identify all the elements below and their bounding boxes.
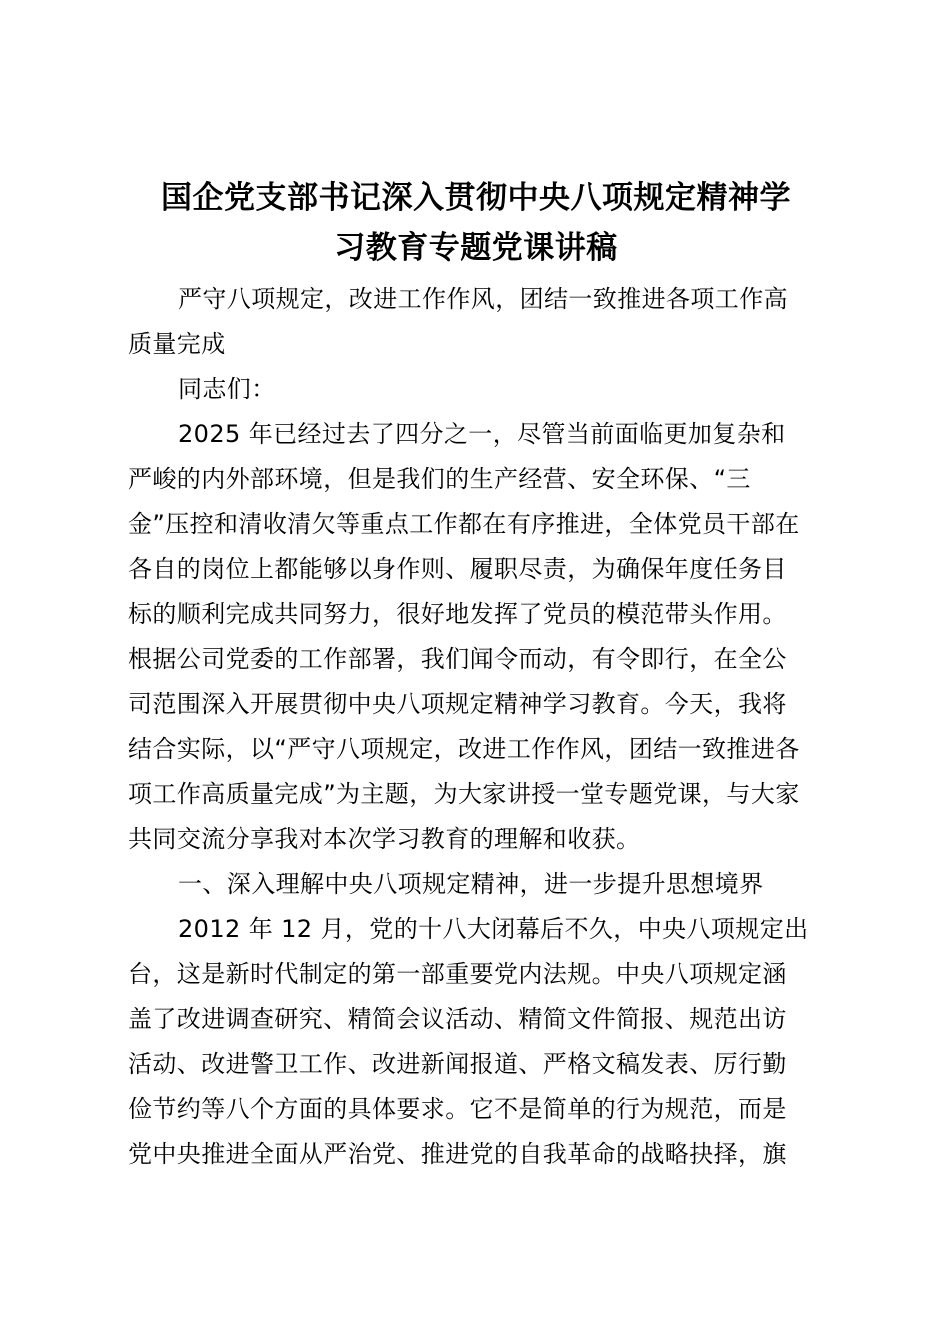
greeting — [128, 367, 832, 412]
paragraph-line: 俭节约等八个方面的具体要求。它不是简单的行为规范，而是 — [128, 1095, 787, 1123]
paragraph-2 — [128, 907, 832, 1177]
paragraph-line: 党中央推进全面从严治党、推进党的自我革命的战略抉择，旗 — [128, 1140, 787, 1168]
section-heading-1 — [128, 862, 832, 907]
paragraph-line: 金”压控和清收清欠等重点工作都在有序推进，全体党员干部在 — [128, 510, 800, 538]
paragraph-line: 活动、改进警卫工作、改进新闻报道、严格文稿发表、厉行勤 — [128, 1050, 787, 1078]
subtitle-line: 质量完成 — [128, 330, 226, 358]
paragraph-line: 司范围深入开展贯彻中央八项规定精神学习教育。今天，我将 — [128, 690, 787, 718]
paragraph-line: 盖了改进调查研究、精简会议活动、精简文件简报、规范出访 — [128, 1005, 787, 1033]
subtitle-line: 严守八项规定，改进工作作风，团结一致推进各项工作高 — [178, 285, 788, 313]
paragraph-line: 各自的岗位上都能够以身作则、履职尽责，为确保年度任务目 — [128, 555, 787, 583]
document-body — [128, 277, 832, 1177]
title-line: 国企党支部书记深入贯彻中央八项规定精神学 — [161, 180, 791, 216]
paragraph-line: 台，这是新时代制定的第一部重要党内法规。中央八项规定涵 — [128, 960, 787, 988]
paragraph-line: 根据公司党委的工作部署，我们闻令而动，有令即行，在全公 — [128, 645, 787, 673]
paragraph-line: 2012 年 12 月，党的十八大闭幕后不久，中央八项规定出 — [178, 915, 809, 943]
paragraph-line: 共同交流分享我对本次学习教育的理解和收获。 — [128, 825, 641, 853]
paragraph-line: 项工作高质量完成”为主题，为大家讲授一堂专题党课，与大家 — [128, 780, 800, 808]
paragraph-line: 结合实际，以“严守八项规定，改进工作作风，团结一致推进各 — [128, 735, 800, 763]
paragraph-line: 2025 年已经过去了四分之一，尽管当前面临更加复杂和 — [178, 420, 786, 448]
title-line: 习教育专题党课讲稿 — [334, 230, 618, 266]
document-title — [120, 173, 832, 273]
greeting-line: 同志们： — [178, 375, 276, 403]
section-heading-line: 一、深入理解中央八项规定精神，进一步提升思想境界 — [178, 870, 764, 898]
subtitle — [128, 277, 832, 367]
paragraph-line: 标的顺利完成共同努力，很好地发挥了党员的模范带头作用。 — [128, 600, 787, 628]
paragraph-line: 严峻的内外部环境，但是我们的生产经营、安全环保、“三 — [128, 465, 751, 493]
paragraph-1 — [128, 412, 832, 862]
